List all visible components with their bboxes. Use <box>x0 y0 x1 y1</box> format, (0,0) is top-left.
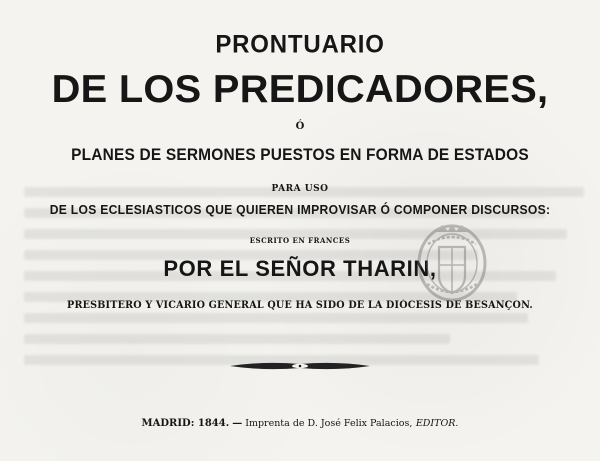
imprint-place-year: MADRID: 1844. <box>141 418 230 429</box>
purpose-line: DE LOS ECLESIASTICOS QUE QUIEREN IMPROVISAR Ó COMPONER DISCURSOS: <box>49 203 551 217</box>
library-stamp-icon <box>414 220 490 304</box>
imprint-printer: Imprenta de D. José Felix Palacios, <box>245 418 413 429</box>
title-line-1: PRONTUARIO <box>215 30 385 59</box>
show-through-line <box>24 313 528 323</box>
subtitle: PLANES DE SERMONES PUESTOS EN FORMA DE ESTADOS <box>71 145 529 164</box>
imprint-line <box>0 418 600 429</box>
origin-note: ESCRITO EN FRANCES <box>249 236 351 245</box>
show-through-line <box>24 334 450 344</box>
title-line-2: DE LOS PREDICADORES, <box>51 68 549 111</box>
ornamental-rule-icon <box>228 360 372 372</box>
imprint-separator: — <box>232 418 243 429</box>
author-name: POR EL SEÑOR THARIN, <box>163 256 437 281</box>
title-conjunction: Ó <box>295 121 305 132</box>
imprint-publisher: EDITOR. <box>415 418 459 429</box>
purpose-lead: PARA USO <box>271 184 329 194</box>
author-role: PRESBITERO Y VICARIO GENERAL QUE HA SIDO DE LA DIÓCESIS DE BESANÇON. <box>67 300 533 311</box>
